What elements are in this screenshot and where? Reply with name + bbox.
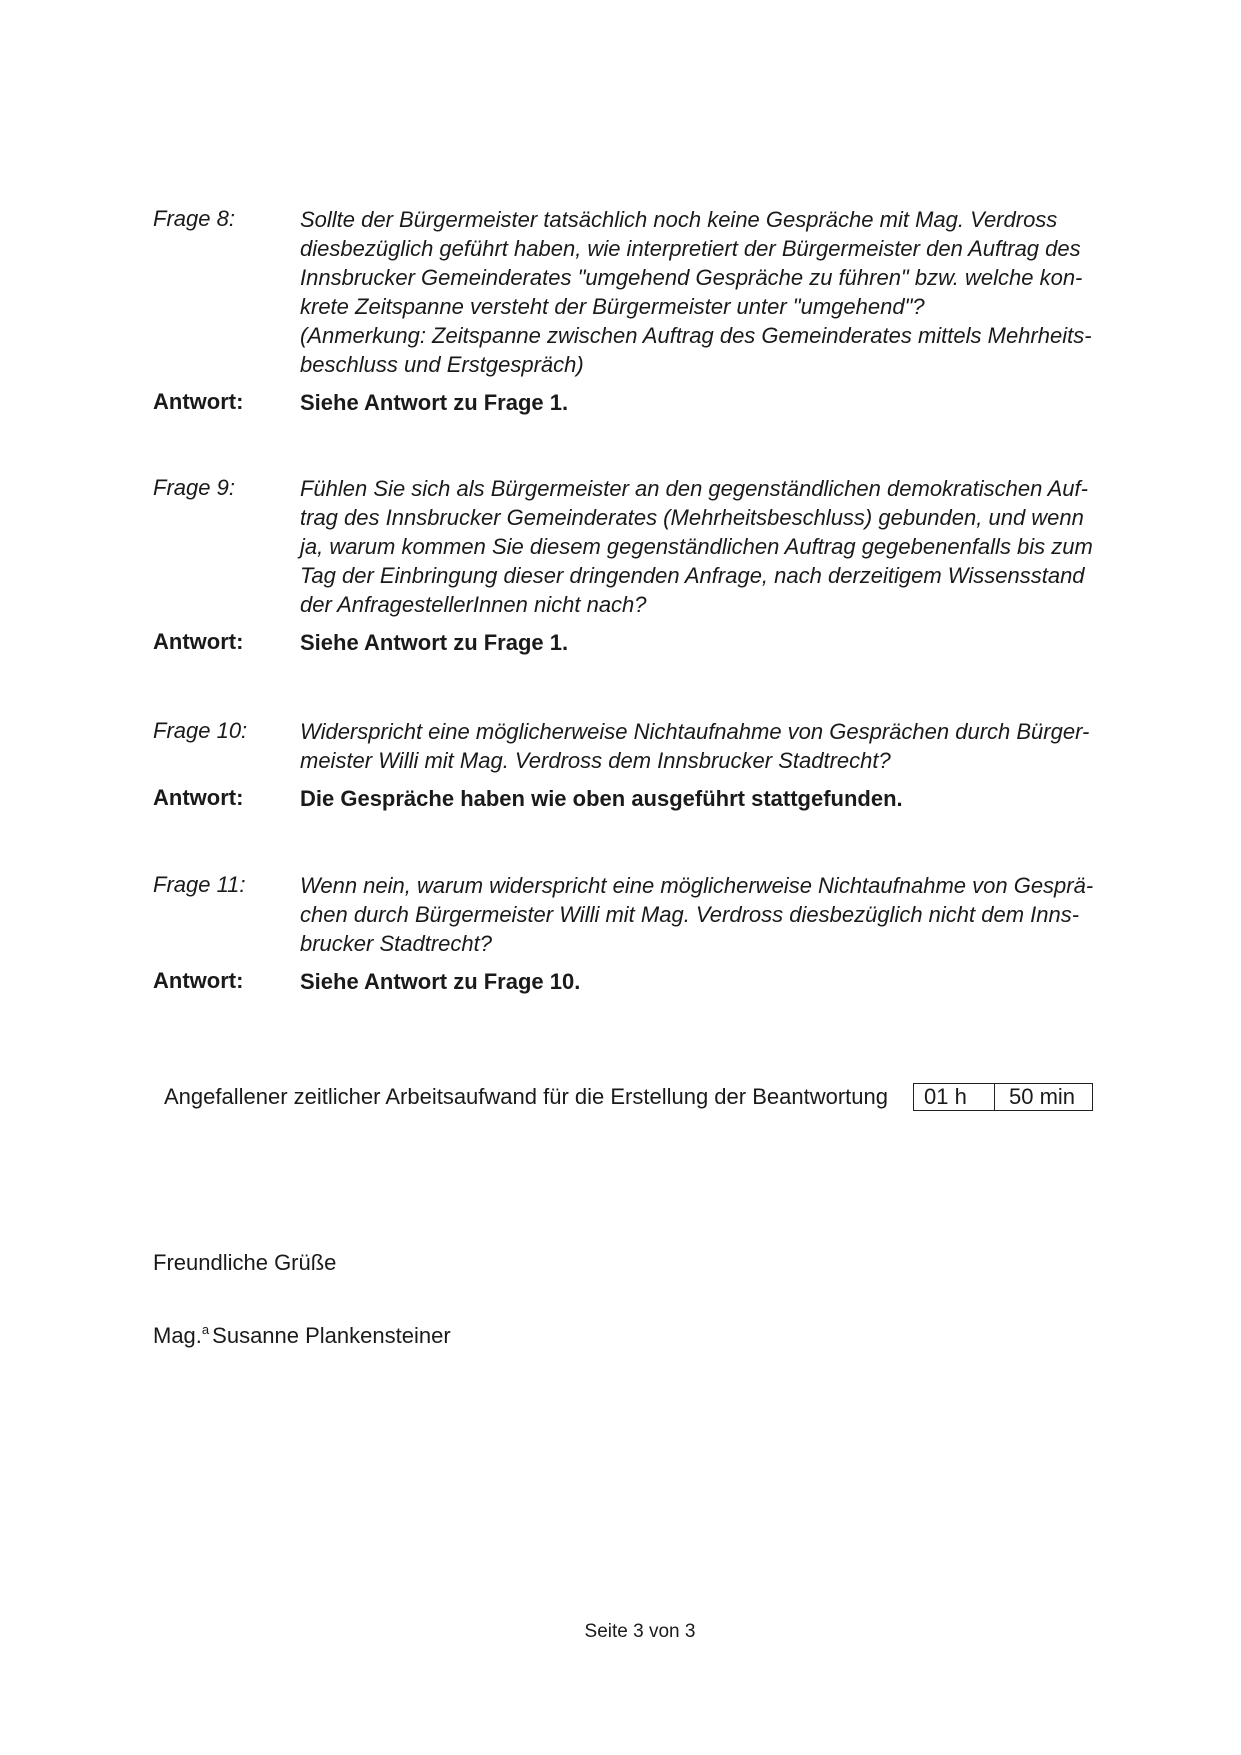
question-text — [300, 871, 1133, 958]
qa-block-frage-10 — [153, 717, 1133, 813]
question-line: Fühlen Sie sich als Bürgermeister an den gegenständlichen demokratischen Auf- — [300, 476, 1088, 501]
answer-row — [153, 388, 1133, 417]
question-line: Sollte der Bürgermeister tatsächlich noch keine Gespräche mit Mag. Verdross — [300, 207, 1058, 232]
closing-greeting: Freundliche Grüße — [153, 1250, 337, 1275]
answer-label: Antwort: — [153, 389, 244, 414]
question-line: ja, warum kommen Sie diesem gegenständlichen Auftrag gegebenenfalls bis zum — [300, 534, 1093, 559]
question-line: (Anmerkung: Zeitspanne zwischen Auftrag des Gemeinderates mittels Mehrheits- — [300, 323, 1092, 348]
answer-row — [153, 784, 1133, 813]
answer-label: Antwort: — [153, 785, 244, 810]
question-row — [153, 205, 1133, 379]
question-label: Frage 11: — [153, 872, 246, 897]
question-line: diesbezüglich geführt haben, wie interpretiert der Bürgermeister den Auftrag des — [300, 236, 1081, 261]
work-effort — [164, 1083, 1093, 1111]
question-label: Frage 9: — [153, 475, 235, 500]
qa-block-frage-11 — [153, 871, 1133, 996]
answer-text: Siehe Antwort zu Frage 1. — [300, 630, 569, 655]
question-line: Tag der Einbringung dieser dringenden Anfrage, nach derzeitigem Wissensstand — [300, 563, 1085, 588]
answer-row — [153, 628, 1133, 657]
work-effort-hours: 01 h — [914, 1084, 995, 1110]
work-effort-box — [913, 1083, 1093, 1111]
answer-label: Antwort: — [153, 629, 244, 654]
question-line: meister Willi mit Mag. Verdross dem Innsbrucker Stadtrecht? — [300, 748, 891, 773]
question-line: der AnfragestellerInnen nicht nach? — [300, 592, 647, 617]
signature — [153, 1322, 451, 1349]
answer-text: Die Gespräche haben wie oben ausgeführt stattgefunden. — [300, 786, 903, 811]
question-line: Innsbrucker Gemeinderates "umgehend Gespräche zu führen" bzw. welche kon- — [300, 265, 1083, 290]
question-label: Frage 8: — [153, 206, 235, 231]
qa-block-frage-9 — [153, 474, 1133, 657]
question-line: krete Zeitspanne versteht der Bürgermeister unter "umgehend"? — [300, 294, 925, 319]
question-line: trag des Innsbrucker Gemeinderates (Mehrheitsbeschluss) gebunden, und wenn — [300, 505, 1084, 530]
signer-title: Mag. — [153, 1323, 202, 1348]
question-line: brucker Stadtrecht? — [300, 931, 492, 956]
question-row — [153, 474, 1133, 619]
question-row — [153, 871, 1133, 958]
question-line: chen durch Bürgermeister Willi mit Mag. Verdross diesbezüglich nicht dem Inns- — [300, 902, 1080, 927]
question-line: Wenn nein, warum widerspricht eine möglicherweise Nichtaufnahme von Gesprä- — [300, 873, 1094, 898]
signer-name: Susanne Plankensteiner — [212, 1323, 451, 1348]
question-row — [153, 717, 1133, 775]
answer-label: Antwort: — [153, 968, 244, 993]
question-line: Widerspricht eine möglicherweise Nichtaufnahme von Gesprächen durch Bürger- — [300, 719, 1090, 744]
question-text — [300, 717, 1133, 775]
question-text — [300, 205, 1133, 379]
qa-block-frage-8 — [153, 205, 1133, 417]
question-text — [300, 474, 1133, 619]
question-label: Frage 10: — [153, 718, 248, 743]
answer-row — [153, 967, 1133, 996]
work-effort-minutes: 50 min — [1008, 1084, 1076, 1109]
page-number: Seite 3 von 3 — [584, 1621, 696, 1642]
answer-text: Siehe Antwort zu Frage 10. — [300, 969, 581, 994]
answer-text: Siehe Antwort zu Frage 1. — [300, 390, 569, 415]
question-line: beschluss und Erstgespräch) — [300, 352, 584, 377]
signer-title-superscript: a — [201, 1322, 210, 1337]
work-effort-label: Angefallener zeitlicher Arbeitsaufwand für die Erstellung der Beantwortung — [164, 1084, 888, 1109]
